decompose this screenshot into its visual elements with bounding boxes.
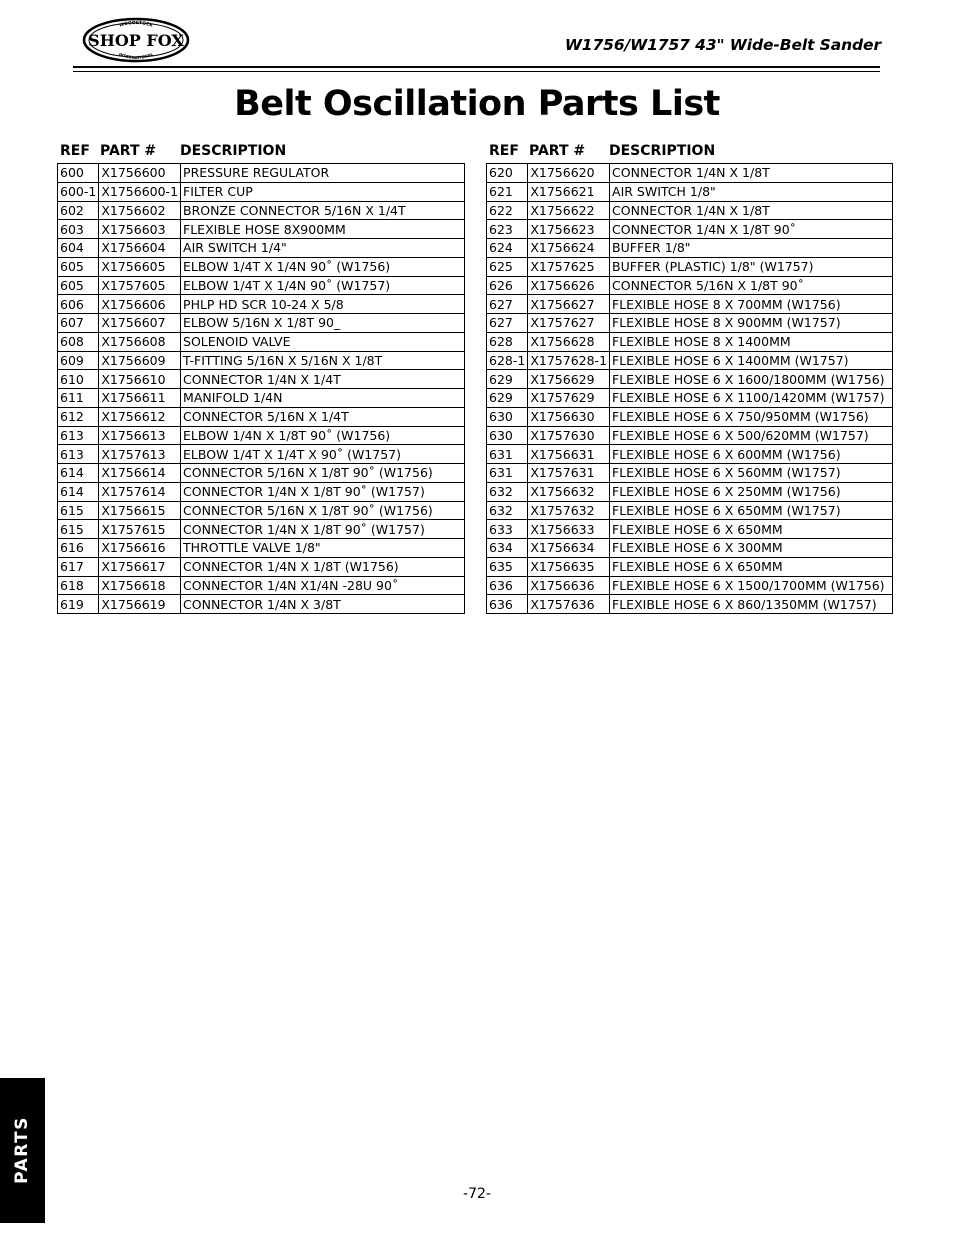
part-number-cell: X1756630 (528, 407, 610, 426)
part-number-cell: X1757627 (528, 314, 610, 333)
table-row (487, 295, 893, 314)
part-number-cell: X1756603 (99, 220, 181, 239)
ref-cell: 632 (487, 501, 528, 520)
ref-cell: 634 (487, 539, 528, 558)
logo-arc-top: WOODSTOCK (118, 20, 154, 29)
ref-cell: 619 (58, 595, 99, 614)
description-cell: FLEXIBLE HOSE 8 X 700MM (W1756) (610, 295, 893, 314)
ref-cell: 611 (58, 389, 99, 408)
part-number-cell: X1756615 (99, 501, 181, 520)
part-number-cell: X1757631 (528, 464, 610, 483)
ref-cell: 633 (487, 520, 528, 539)
part-number-cell: X1756633 (528, 520, 610, 539)
description-cell: AIR SWITCH 1/4" (181, 239, 465, 258)
part-number-cell: X1756622 (528, 201, 610, 220)
ref-cell: 615 (58, 520, 99, 539)
column-ref: REF (60, 143, 90, 159)
table-row (58, 426, 465, 445)
description-cell: MANIFOLD 1/4N (181, 389, 465, 408)
part-number-cell: X1756604 (99, 239, 181, 258)
part-number-cell: X1756623 (528, 220, 610, 239)
table-row (487, 239, 893, 258)
table-row (487, 539, 893, 558)
description-cell: ELBOW 1/4N X 1/8T 90˚ (W1756) (181, 426, 465, 445)
table-row (487, 595, 893, 614)
table-row (58, 351, 465, 370)
description-cell: FLEXIBLE HOSE 8 X 900MM (W1757) (610, 314, 893, 333)
ref-cell: 622 (487, 201, 528, 220)
ref-cell: 629 (487, 389, 528, 408)
table-row (58, 220, 465, 239)
part-number-cell: X1757636 (528, 595, 610, 614)
column-description: DESCRIPTION (180, 143, 287, 159)
description-cell: CONNECTOR 1/4N X 1/8T 90˚ (W1757) (181, 482, 465, 501)
table-row (487, 257, 893, 276)
table-row (487, 220, 893, 239)
part-number-cell: X1757632 (528, 501, 610, 520)
ref-cell: 606 (58, 295, 99, 314)
ref-cell: 614 (58, 482, 99, 501)
table-row (487, 370, 893, 389)
description-cell: AIR SWITCH 1/8" (610, 182, 893, 201)
part-number-cell: X1756624 (528, 239, 610, 258)
table-body (487, 164, 893, 614)
table-body (58, 164, 465, 614)
part-number-cell: X1756621 (528, 182, 610, 201)
description-cell: FLEXIBLE HOSE 8 X 1400MM (610, 332, 893, 351)
table-row (487, 314, 893, 333)
table-row (487, 482, 893, 501)
table-row (487, 464, 893, 483)
part-number-cell: X1756634 (528, 539, 610, 558)
ref-cell: 624 (487, 239, 528, 258)
logo-arc-bottom: INTERNATIONAL (118, 51, 154, 61)
table-row (487, 501, 893, 520)
table-row (487, 164, 893, 183)
part-number-cell: X1757615 (99, 520, 181, 539)
table-row (58, 295, 465, 314)
column-part: PART # (529, 143, 586, 159)
ref-cell: 621 (487, 182, 528, 201)
shop-fox-logo (82, 17, 190, 63)
part-number-cell: X1756606 (99, 295, 181, 314)
part-number-cell: X1756608 (99, 332, 181, 351)
table-row (487, 389, 893, 408)
description-cell: PRESSURE REGULATOR (181, 164, 465, 183)
part-number-cell: X1756600 (99, 164, 181, 183)
table-row (58, 257, 465, 276)
parts-table-right (486, 142, 893, 614)
table-row (58, 520, 465, 539)
part-number-cell: X1756602 (99, 201, 181, 220)
description-cell: CONNECTOR 1/4N X 1/8T (610, 201, 893, 220)
description-cell: CONNECTOR 1/4N X 1/8T 90˚ (W1757) (181, 520, 465, 539)
column-part: PART # (100, 143, 157, 159)
part-number-cell: X1757605 (99, 276, 181, 295)
description-cell: FLEXIBLE HOSE 6 X 1400MM (W1757) (610, 351, 893, 370)
description-cell: ELBOW 5/16N X 1/8T 90_ (181, 314, 465, 333)
description-cell: FLEXIBLE HOSE 6 X 600MM (W1756) (610, 445, 893, 464)
table-row (58, 239, 465, 258)
header-title: W1756/W1757 43" Wide-Belt Sander (564, 36, 881, 54)
description-cell: SOLENOID VALVE (181, 332, 465, 351)
description-cell: ELBOW 1/4T X 1/4N 90˚ (W1756) (181, 257, 465, 276)
ref-cell: 602 (58, 201, 99, 220)
description-cell: FLEXIBLE HOSE 6 X 300MM (610, 539, 893, 558)
table-header (57, 142, 465, 163)
part-number-cell: X1756605 (99, 257, 181, 276)
table-row (58, 314, 465, 333)
ref-cell: 618 (58, 576, 99, 595)
table-row (58, 501, 465, 520)
page-number: -72- (463, 1186, 491, 1202)
page-title: Belt Oscillation Parts List (234, 84, 720, 124)
table-row (58, 182, 465, 201)
ref-cell: 614 (58, 464, 99, 483)
part-number-cell: X1756619 (99, 595, 181, 614)
table-row (58, 464, 465, 483)
table-row (487, 576, 893, 595)
table-row (487, 351, 893, 370)
ref-cell: 629 (487, 370, 528, 389)
description-cell: THROTTLE VALVE 1/8" (181, 539, 465, 558)
table-row (58, 407, 465, 426)
table-row (58, 539, 465, 558)
ref-cell: 604 (58, 239, 99, 258)
table-row (487, 426, 893, 445)
ref-cell: 628 (487, 332, 528, 351)
description-cell: BUFFER 1/8" (610, 239, 893, 258)
ref-cell: 600-1 (58, 182, 99, 201)
ref-cell: 631 (487, 445, 528, 464)
table-row (487, 332, 893, 351)
part-number-cell: X1756612 (99, 407, 181, 426)
ref-cell: 616 (58, 539, 99, 558)
description-cell: CONNECTOR 1/4N X1/4N -28U 90˚ (181, 576, 465, 595)
ref-cell: 610 (58, 370, 99, 389)
table-row (487, 557, 893, 576)
description-cell: CONNECTOR 1/4N X 1/8T (610, 164, 893, 183)
ref-cell: 613 (58, 426, 99, 445)
table-row (58, 164, 465, 183)
ref-cell: 630 (487, 407, 528, 426)
description-cell: FLEXIBLE HOSE 6 X 650MM (W1757) (610, 501, 893, 520)
table-row (58, 201, 465, 220)
table-row (58, 576, 465, 595)
part-number-cell: X1756614 (99, 464, 181, 483)
part-number-cell: X1756632 (528, 482, 610, 501)
part-number-cell: X1756627 (528, 295, 610, 314)
ref-cell: 627 (487, 295, 528, 314)
ref-cell: 625 (487, 257, 528, 276)
part-number-cell: X1756629 (528, 370, 610, 389)
ref-cell: 603 (58, 220, 99, 239)
ref-cell: 628-1 (487, 351, 528, 370)
description-cell: ELBOW 1/4T X 1/4T X 90˚ (W1757) (181, 445, 465, 464)
ref-cell: 617 (58, 557, 99, 576)
parts-table-left (57, 142, 465, 614)
description-cell: FLEXIBLE HOSE 6 X 650MM (610, 520, 893, 539)
parts-tab-label: PARTS (12, 1116, 32, 1184)
header-rule (73, 66, 880, 68)
ref-cell: 605 (58, 276, 99, 295)
part-number-cell: X1757630 (528, 426, 610, 445)
part-number-cell: X1756635 (528, 557, 610, 576)
description-cell: FLEXIBLE HOSE 6 X 860/1350MM (W1757) (610, 595, 893, 614)
ref-cell: 626 (487, 276, 528, 295)
ref-cell: 636 (487, 576, 528, 595)
description-cell: T-FITTING 5/16N X 5/16N X 1/8T (181, 351, 465, 370)
table-row (58, 332, 465, 351)
description-cell: CONNECTOR 1/4N X 1/4T (181, 370, 465, 389)
description-cell: FLEXIBLE HOSE 6 X 250MM (W1756) (610, 482, 893, 501)
table-row (487, 182, 893, 201)
ref-cell: 615 (58, 501, 99, 520)
table-row (487, 276, 893, 295)
part-number-cell: X1756628 (528, 332, 610, 351)
description-cell: FLEXIBLE HOSE 6 X 1600/1800MM (W1756) (610, 370, 893, 389)
part-number-cell: X1756616 (99, 539, 181, 558)
ref-cell: 609 (58, 351, 99, 370)
description-cell: FLEXIBLE HOSE 6 X 650MM (610, 557, 893, 576)
part-number-cell: X1756611 (99, 389, 181, 408)
table-row (58, 595, 465, 614)
description-cell: CONNECTOR 5/16N X 1/8T 90˚ (W1756) (181, 501, 465, 520)
table-row (487, 407, 893, 426)
description-cell: BUFFER (PLASTIC) 1/8" (W1757) (610, 257, 893, 276)
part-number-cell: X1757628-1 (528, 351, 610, 370)
description-cell: FLEXIBLE HOSE 6 X 1500/1700MM (W1756) (610, 576, 893, 595)
part-number-cell: X1756626 (528, 276, 610, 295)
table-row (58, 482, 465, 501)
ref-cell: 607 (58, 314, 99, 333)
table-row (487, 445, 893, 464)
ref-cell: 631 (487, 464, 528, 483)
description-cell: CONNECTOR 1/4N X 1/8T (W1756) (181, 557, 465, 576)
ref-cell: 612 (58, 407, 99, 426)
table-row (58, 445, 465, 464)
ref-cell: 600 (58, 164, 99, 183)
description-cell: FILTER CUP (181, 182, 465, 201)
ref-cell: 605 (58, 257, 99, 276)
description-cell: ELBOW 1/4T X 1/4N 90˚ (W1757) (181, 276, 465, 295)
part-number-cell: X1757613 (99, 445, 181, 464)
description-cell: FLEXIBLE HOSE 6 X 750/950MM (W1756) (610, 407, 893, 426)
logo-brand-text: SHOP FOX (88, 31, 184, 50)
part-number-cell: X1756613 (99, 426, 181, 445)
ref-cell: 608 (58, 332, 99, 351)
description-cell: PHLP HD SCR 10-24 X 5/8 (181, 295, 465, 314)
column-description: DESCRIPTION (609, 143, 716, 159)
description-cell: FLEXIBLE HOSE 6 X 1100/1420MM (W1757) (610, 389, 893, 408)
description-cell: CONNECTOR 1/4N X 1/8T 90˚ (610, 220, 893, 239)
part-number-cell: X1757614 (99, 482, 181, 501)
description-cell: CONNECTOR 1/4N X 3/8T (181, 595, 465, 614)
ref-cell: 623 (487, 220, 528, 239)
ref-cell: 632 (487, 482, 528, 501)
ref-cell: 636 (487, 595, 528, 614)
part-number-cell: X1756631 (528, 445, 610, 464)
part-number-cell: X1756620 (528, 164, 610, 183)
table-row (487, 520, 893, 539)
part-number-cell: X1756617 (99, 557, 181, 576)
description-cell: BRONZE CONNECTOR 5/16N X 1/4T (181, 201, 465, 220)
table-row (487, 201, 893, 220)
table-header (486, 142, 893, 163)
ref-cell: 630 (487, 426, 528, 445)
part-number-cell: X1756618 (99, 576, 181, 595)
table-row (58, 370, 465, 389)
description-cell: CONNECTOR 5/16N X 1/8T 90˚ (610, 276, 893, 295)
table-row (58, 557, 465, 576)
description-cell: CONNECTOR 5/16N X 1/8T 90˚ (W1756) (181, 464, 465, 483)
ref-cell: 613 (58, 445, 99, 464)
description-cell: CONNECTOR 5/16N X 1/4T (181, 407, 465, 426)
part-number-cell: X1756610 (99, 370, 181, 389)
part-number-cell: X1757629 (528, 389, 610, 408)
part-number-cell: X1756600-1 (99, 182, 181, 201)
description-cell: FLEXIBLE HOSE 6 X 560MM (W1757) (610, 464, 893, 483)
description-cell: FLEXIBLE HOSE 6 X 500/620MM (W1757) (610, 426, 893, 445)
table-row (58, 389, 465, 408)
part-number-cell: X1757625 (528, 257, 610, 276)
part-number-cell: X1756607 (99, 314, 181, 333)
column-ref: REF (489, 143, 519, 159)
header-rule-thin (73, 71, 880, 72)
part-number-cell: X1756636 (528, 576, 610, 595)
ref-cell: 620 (487, 164, 528, 183)
description-cell: FLEXIBLE HOSE 8X900MM (181, 220, 465, 239)
part-number-cell: X1756609 (99, 351, 181, 370)
ref-cell: 635 (487, 557, 528, 576)
table-row (58, 276, 465, 295)
ref-cell: 627 (487, 314, 528, 333)
